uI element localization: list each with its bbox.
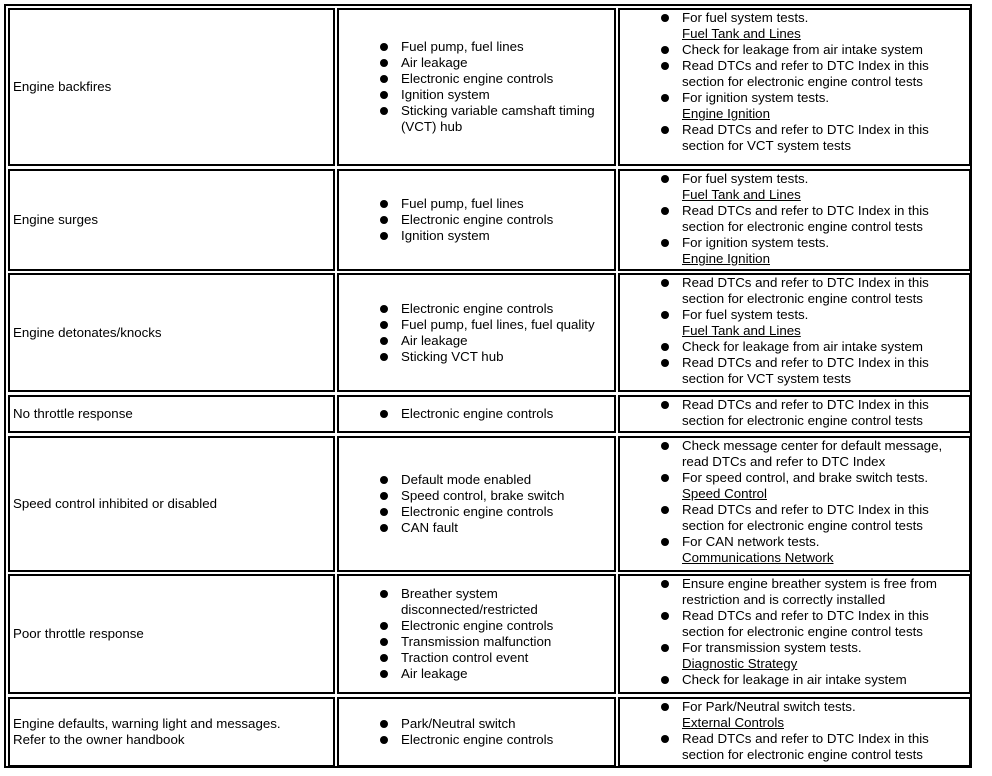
cause-item: Ignition system [401,87,614,103]
reference-link[interactable]: Communications Network [682,550,834,565]
cause-item: Default mode enabled [401,472,614,488]
cause-item: Fuel pump, fuel lines, fuel quality [401,317,614,333]
action-text: For Park/Neutral switch tests. [682,699,856,714]
cause-item: Air leakage [401,55,614,71]
action-text: Read DTCs and refer to DTC Index in this section for electronic engine control tests [682,275,929,306]
action-cell [618,574,971,694]
action-item [682,171,965,203]
causes-list [339,301,614,365]
action-cell [618,273,971,392]
symptom-cell [8,8,335,166]
cause-item: Electronic engine controls [401,212,614,228]
action-text: Read DTCs and refer to DTC Index in this section for electronic engine control tests [682,58,929,89]
action-item [682,339,965,355]
action-cell [618,697,971,767]
cause-item: Electronic engine controls [401,618,614,634]
possible-causes-cell [337,436,616,572]
causes-list [339,406,614,422]
action-text: Read DTCs and refer to DTC Index in this section for electronic engine control tests [682,608,929,639]
causes-list [339,196,614,244]
action-item [682,576,965,608]
cause-item: Breather system disconnected/restricted [401,586,614,618]
action-cell [618,395,971,433]
possible-causes-cell [337,574,616,694]
cause-item: Air leakage [401,333,614,349]
action-item [682,438,965,470]
cause-item: Sticking VCT hub [401,349,614,365]
possible-causes-cell [337,8,616,166]
symptom-text: Engine detonates/knocks [13,324,162,340]
action-text: Check for leakage from air intake system [682,42,923,57]
symptom-text: Engine backfires [13,79,112,94]
causes-list [339,39,614,135]
symptom-text: Poor throttle response [13,626,144,641]
cause-item: Air leakage [401,666,614,682]
cause-item: Ignition system [401,228,614,244]
action-text: For fuel system tests. [682,307,809,322]
cause-item: Electronic engine controls [401,406,614,422]
action-item [682,90,965,122]
reference-link[interactable]: Engine Ignition [682,106,770,121]
cause-item: CAN fault [401,520,614,536]
action-text: Read DTCs and refer to DTC Index in this section for electronic engine control tests [682,731,929,762]
symptom-text: Engine surges [13,212,99,227]
cause-item: Transmission malfunction [401,634,614,650]
action-text: For ignition system tests. [682,235,830,250]
action-item [682,235,965,267]
action-text: Read DTCs and refer to DTC Index in this section for electronic engine control tests [682,397,929,428]
action-item [682,608,965,640]
action-text: Check message center for default message, read DTCs and refer to DTC Index [682,438,943,469]
action-item [682,203,965,235]
symptom-cell [8,574,335,694]
action-text: Read DTCs and refer to DTC Index in this section for VCT system tests [682,355,929,386]
symptom-cell [8,395,335,433]
cause-item: Sticking variable camshaft timing (VCT) hub [401,103,614,135]
action-text: For CAN network tests. [682,534,820,549]
action-cell [618,169,971,271]
action-item [682,672,965,688]
cause-item: Speed control, brake switch [401,488,614,504]
action-text: Check for leakage from air intake system [682,339,923,354]
possible-causes-cell [337,697,616,767]
reference-link[interactable]: Engine Ignition [682,251,770,266]
cause-item: Fuel pump, fuel lines [401,39,614,55]
action-item [682,122,965,154]
symptom-cell [8,169,335,271]
action-text: Ensure engine breather system is free from restriction and is correctly installed [682,576,937,607]
cause-item: Electronic engine controls [401,732,614,748]
symptom-cell [8,436,335,572]
actions-list [620,10,969,154]
cause-item: Electronic engine controls [401,504,614,520]
action-text: Check for leakage in air intake system [682,672,907,687]
reference-link[interactable]: Fuel Tank and Lines [682,26,801,41]
symptom-text: No throttle response [13,406,133,421]
cause-item: Traction control event [401,650,614,666]
action-item [682,731,965,763]
possible-causes-cell [337,273,616,392]
action-text: For fuel system tests. [682,171,809,186]
symptom-cell [8,697,335,767]
action-text: For speed control, and brake switch tests. [682,470,929,485]
reference-link[interactable]: External Controls [682,715,784,730]
reference-link[interactable]: Speed Control [682,486,768,501]
cause-item: Electronic engine controls [401,301,614,317]
actions-list [620,275,969,387]
action-item [682,10,965,42]
possible-causes-cell [337,395,616,433]
causes-list [339,716,614,748]
actions-list [620,171,969,267]
action-text: Read DTCs and refer to DTC Index in this section for electronic engine control tests [682,203,929,234]
action-item [682,699,965,731]
action-cell [618,8,971,166]
actions-list [620,397,969,429]
action-item [682,275,965,307]
actions-list [620,699,969,763]
reference-link[interactable]: Fuel Tank and Lines [682,323,801,338]
action-text: Read DTCs and refer to DTC Index in this section for VCT system tests [682,122,929,153]
causes-list [339,472,614,536]
action-text: For transmission system tests. [682,640,862,655]
action-item [682,355,965,387]
symptom-text: Speed control inhibited or disabled [13,496,218,511]
action-text: Read DTCs and refer to DTC Index in this section for electronic engine control tests [682,502,929,533]
symptom-text: Engine defaults, warning light and messages. Refer to the owner handbook [13,716,281,747]
actions-list [620,438,969,566]
possible-causes-cell [337,169,616,271]
reference-link[interactable]: Fuel Tank and Lines [682,187,801,202]
actions-list [620,576,969,688]
action-item [682,307,965,339]
cause-item: Park/Neutral switch [401,716,614,732]
action-cell [618,436,971,572]
symptom-cell [8,273,335,392]
action-item [682,640,965,672]
action-item [682,397,965,429]
action-item [682,58,965,90]
causes-list [339,586,614,682]
action-item [682,470,965,502]
cause-item: Fuel pump, fuel lines [401,196,614,212]
action-text: For fuel system tests. [682,10,809,25]
cause-item: Electronic engine controls [401,71,614,87]
action-item [682,502,965,534]
reference-link[interactable]: Diagnostic Strategy [682,656,798,671]
action-text: For ignition system tests. [682,90,830,105]
action-item [682,534,965,566]
action-item [682,42,965,58]
